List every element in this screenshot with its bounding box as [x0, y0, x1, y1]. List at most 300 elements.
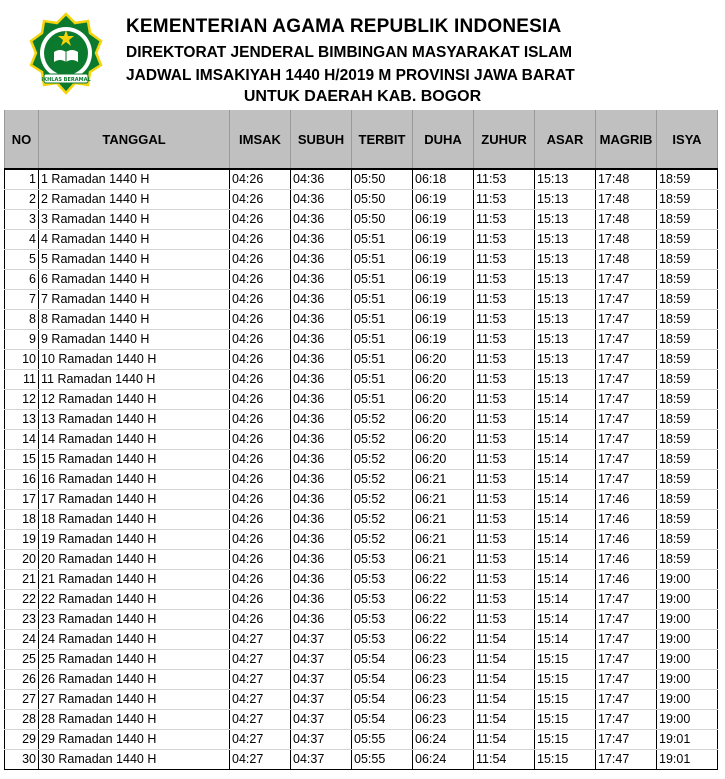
cell-imsak[interactable]: 04:27: [230, 690, 291, 710]
cell-imsak[interactable]: 04:26: [230, 510, 291, 530]
cell-subuh[interactable]: 04:36: [291, 550, 352, 570]
cell-subuh[interactable]: 04:36: [291, 610, 352, 630]
cell-asar[interactable]: 15:13: [535, 290, 596, 310]
cell-duha[interactable]: 06:20: [413, 410, 474, 430]
cell-duha[interactable]: 06:23: [413, 710, 474, 730]
cell-magrib[interactable]: 17:47: [596, 370, 657, 390]
cell-zuhur[interactable]: 11:53: [474, 450, 535, 470]
cell-no[interactable]: 21: [5, 570, 39, 590]
cell-zuhur[interactable]: 11:54: [474, 710, 535, 730]
cell-tanggal[interactable]: 8 Ramadan 1440 H: [39, 310, 230, 330]
cell-terbit[interactable]: 05:50: [352, 169, 413, 190]
cell-duha[interactable]: 06:24: [413, 730, 474, 750]
cell-zuhur[interactable]: 11:53: [474, 570, 535, 590]
cell-no[interactable]: 9: [5, 330, 39, 350]
cell-zuhur[interactable]: 11:54: [474, 690, 535, 710]
cell-zuhur[interactable]: 11:54: [474, 670, 535, 690]
cell-imsak[interactable]: 04:26: [230, 190, 291, 210]
cell-magrib[interactable]: 17:47: [596, 750, 657, 770]
cell-magrib[interactable]: 17:47: [596, 290, 657, 310]
cell-subuh[interactable]: 04:37: [291, 670, 352, 690]
cell-magrib[interactable]: 17:46: [596, 570, 657, 590]
cell-terbit[interactable]: 05:52: [352, 470, 413, 490]
cell-imsak[interactable]: 04:27: [230, 710, 291, 730]
col-header-duha[interactable]: DUHA: [413, 110, 474, 169]
cell-terbit[interactable]: 05:53: [352, 590, 413, 610]
cell-isya[interactable]: 19:01: [657, 730, 718, 750]
cell-imsak[interactable]: 04:27: [230, 670, 291, 690]
cell-isya[interactable]: 18:59: [657, 190, 718, 210]
cell-imsak[interactable]: 04:26: [230, 550, 291, 570]
cell-asar[interactable]: 15:14: [535, 490, 596, 510]
cell-tanggal[interactable]: 15 Ramadan 1440 H: [39, 450, 230, 470]
cell-asar[interactable]: 15:13: [535, 370, 596, 390]
cell-tanggal[interactable]: 27 Ramadan 1440 H: [39, 690, 230, 710]
cell-isya[interactable]: 18:59: [657, 290, 718, 310]
cell-terbit[interactable]: 05:54: [352, 690, 413, 710]
cell-isya[interactable]: 18:59: [657, 370, 718, 390]
cell-duha[interactable]: 06:22: [413, 590, 474, 610]
cell-tanggal[interactable]: 17 Ramadan 1440 H: [39, 490, 230, 510]
cell-asar[interactable]: 15:14: [535, 450, 596, 470]
cell-isya[interactable]: 18:59: [657, 430, 718, 450]
cell-tanggal[interactable]: 13 Ramadan 1440 H: [39, 410, 230, 430]
cell-subuh[interactable]: 04:36: [291, 530, 352, 550]
cell-zuhur[interactable]: 11:53: [474, 610, 535, 630]
cell-no[interactable]: 22: [5, 590, 39, 610]
cell-zuhur[interactable]: 11:53: [474, 190, 535, 210]
cell-asar[interactable]: 15:14: [535, 630, 596, 650]
cell-subuh[interactable]: 04:37: [291, 750, 352, 770]
cell-zuhur[interactable]: 11:54: [474, 650, 535, 670]
cell-tanggal[interactable]: 14 Ramadan 1440 H: [39, 430, 230, 450]
cell-terbit[interactable]: 05:51: [352, 250, 413, 270]
cell-no[interactable]: 3: [5, 210, 39, 230]
col-header-tanggal[interactable]: TANGGAL: [39, 110, 230, 169]
cell-duha[interactable]: 06:18: [413, 169, 474, 190]
cell-magrib[interactable]: 17:47: [596, 450, 657, 470]
cell-imsak[interactable]: 04:26: [230, 310, 291, 330]
cell-isya[interactable]: 18:59: [657, 530, 718, 550]
cell-duha[interactable]: 06:19: [413, 210, 474, 230]
cell-magrib[interactable]: 17:47: [596, 730, 657, 750]
cell-imsak[interactable]: 04:26: [230, 210, 291, 230]
cell-isya[interactable]: 19:00: [657, 610, 718, 630]
cell-terbit[interactable]: 05:55: [352, 730, 413, 750]
cell-terbit[interactable]: 05:52: [352, 450, 413, 470]
cell-isya[interactable]: 18:59: [657, 450, 718, 470]
cell-imsak[interactable]: 04:26: [230, 390, 291, 410]
cell-zuhur[interactable]: 11:54: [474, 630, 535, 650]
cell-zuhur[interactable]: 11:54: [474, 750, 535, 770]
cell-magrib[interactable]: 17:47: [596, 670, 657, 690]
cell-terbit[interactable]: 05:53: [352, 610, 413, 630]
cell-terbit[interactable]: 05:53: [352, 630, 413, 650]
cell-duha[interactable]: 06:19: [413, 290, 474, 310]
cell-zuhur[interactable]: 11:53: [474, 310, 535, 330]
cell-tanggal[interactable]: 12 Ramadan 1440 H: [39, 390, 230, 410]
cell-terbit[interactable]: 05:51: [352, 350, 413, 370]
cell-subuh[interactable]: 04:36: [291, 510, 352, 530]
cell-imsak[interactable]: 04:27: [230, 750, 291, 770]
cell-duha[interactable]: 06:20: [413, 450, 474, 470]
cell-zuhur[interactable]: 11:53: [474, 330, 535, 350]
cell-magrib[interactable]: 17:48: [596, 230, 657, 250]
cell-asar[interactable]: 15:15: [535, 750, 596, 770]
col-header-imsak[interactable]: IMSAK: [230, 110, 291, 169]
cell-duha[interactable]: 06:21: [413, 510, 474, 530]
cell-magrib[interactable]: 17:48: [596, 210, 657, 230]
cell-terbit[interactable]: 05:51: [352, 270, 413, 290]
cell-no[interactable]: 20: [5, 550, 39, 570]
cell-asar[interactable]: 15:15: [535, 690, 596, 710]
cell-terbit[interactable]: 05:52: [352, 490, 413, 510]
cell-no[interactable]: 27: [5, 690, 39, 710]
cell-terbit[interactable]: 05:54: [352, 670, 413, 690]
cell-isya[interactable]: 18:59: [657, 169, 718, 190]
cell-duha[interactable]: 06:19: [413, 250, 474, 270]
cell-isya[interactable]: 18:59: [657, 470, 718, 490]
cell-asar[interactable]: 15:13: [535, 210, 596, 230]
cell-asar[interactable]: 15:14: [535, 590, 596, 610]
cell-asar[interactable]: 15:13: [535, 230, 596, 250]
cell-isya[interactable]: 19:00: [657, 710, 718, 730]
cell-no[interactable]: 18: [5, 510, 39, 530]
cell-imsak[interactable]: 04:26: [230, 350, 291, 370]
cell-asar[interactable]: 15:13: [535, 169, 596, 190]
cell-tanggal[interactable]: 23 Ramadan 1440 H: [39, 610, 230, 630]
cell-zuhur[interactable]: 11:53: [474, 290, 535, 310]
cell-terbit[interactable]: 05:54: [352, 710, 413, 730]
cell-imsak[interactable]: 04:26: [230, 370, 291, 390]
cell-tanggal[interactable]: 1 Ramadan 1440 H: [39, 169, 230, 190]
cell-subuh[interactable]: 04:36: [291, 470, 352, 490]
cell-subuh[interactable]: 04:36: [291, 490, 352, 510]
cell-asar[interactable]: 15:13: [535, 250, 596, 270]
cell-no[interactable]: 25: [5, 650, 39, 670]
cell-isya[interactable]: 19:00: [657, 570, 718, 590]
cell-duha[interactable]: 06:21: [413, 470, 474, 490]
cell-asar[interactable]: 15:14: [535, 410, 596, 430]
cell-subuh[interactable]: 04:36: [291, 290, 352, 310]
cell-terbit[interactable]: 05:51: [352, 310, 413, 330]
cell-no[interactable]: 26: [5, 670, 39, 690]
cell-magrib[interactable]: 17:46: [596, 530, 657, 550]
cell-no[interactable]: 7: [5, 290, 39, 310]
cell-tanggal[interactable]: 28 Ramadan 1440 H: [39, 710, 230, 730]
cell-asar[interactable]: 15:14: [535, 430, 596, 450]
cell-isya[interactable]: 18:59: [657, 270, 718, 290]
col-header-subuh[interactable]: SUBUH: [291, 110, 352, 169]
cell-no[interactable]: 13: [5, 410, 39, 430]
cell-subuh[interactable]: 04:36: [291, 330, 352, 350]
cell-zuhur[interactable]: 11:53: [474, 350, 535, 370]
cell-no[interactable]: 4: [5, 230, 39, 250]
cell-duha[interactable]: 06:22: [413, 610, 474, 630]
cell-asar[interactable]: 15:14: [535, 570, 596, 590]
cell-tanggal[interactable]: 24 Ramadan 1440 H: [39, 630, 230, 650]
cell-imsak[interactable]: 04:26: [230, 410, 291, 430]
cell-imsak[interactable]: 04:26: [230, 250, 291, 270]
cell-magrib[interactable]: 17:47: [596, 610, 657, 630]
cell-duha[interactable]: 06:24: [413, 750, 474, 770]
cell-terbit[interactable]: 05:51: [352, 330, 413, 350]
col-header-zuhur[interactable]: ZUHUR: [474, 110, 535, 169]
cell-no[interactable]: 10: [5, 350, 39, 370]
cell-imsak[interactable]: 04:27: [230, 630, 291, 650]
cell-no[interactable]: 29: [5, 730, 39, 750]
cell-duha[interactable]: 06:19: [413, 190, 474, 210]
cell-imsak[interactable]: 04:26: [230, 430, 291, 450]
cell-isya[interactable]: 18:59: [657, 250, 718, 270]
cell-terbit[interactable]: 05:51: [352, 290, 413, 310]
cell-no[interactable]: 6: [5, 270, 39, 290]
cell-duha[interactable]: 06:22: [413, 570, 474, 590]
cell-subuh[interactable]: 04:36: [291, 350, 352, 370]
cell-magrib[interactable]: 17:47: [596, 330, 657, 350]
cell-tanggal[interactable]: 7 Ramadan 1440 H: [39, 290, 230, 310]
cell-duha[interactable]: 06:19: [413, 230, 474, 250]
cell-zuhur[interactable]: 11:53: [474, 530, 535, 550]
cell-no[interactable]: 2: [5, 190, 39, 210]
cell-imsak[interactable]: 04:26: [230, 610, 291, 630]
cell-magrib[interactable]: 17:47: [596, 650, 657, 670]
cell-asar[interactable]: 15:14: [535, 550, 596, 570]
cell-isya[interactable]: 19:00: [657, 650, 718, 670]
cell-isya[interactable]: 18:59: [657, 510, 718, 530]
cell-asar[interactable]: 15:13: [535, 350, 596, 370]
cell-duha[interactable]: 06:21: [413, 530, 474, 550]
cell-no[interactable]: 16: [5, 470, 39, 490]
cell-isya[interactable]: 19:01: [657, 750, 718, 770]
cell-terbit[interactable]: 05:52: [352, 430, 413, 450]
cell-imsak[interactable]: 04:26: [230, 290, 291, 310]
cell-no[interactable]: 17: [5, 490, 39, 510]
cell-zuhur[interactable]: 11:53: [474, 270, 535, 290]
cell-duha[interactable]: 06:21: [413, 490, 474, 510]
cell-asar[interactable]: 15:15: [535, 730, 596, 750]
cell-tanggal[interactable]: 6 Ramadan 1440 H: [39, 270, 230, 290]
cell-asar[interactable]: 15:13: [535, 190, 596, 210]
cell-isya[interactable]: 19:00: [657, 590, 718, 610]
cell-tanggal[interactable]: 20 Ramadan 1440 H: [39, 550, 230, 570]
cell-subuh[interactable]: 04:36: [291, 190, 352, 210]
cell-zuhur[interactable]: 11:53: [474, 470, 535, 490]
cell-no[interactable]: 15: [5, 450, 39, 470]
cell-subuh[interactable]: 04:37: [291, 710, 352, 730]
col-header-magrib[interactable]: MAGRIB: [596, 110, 657, 169]
cell-magrib[interactable]: 17:47: [596, 710, 657, 730]
cell-magrib[interactable]: 17:46: [596, 550, 657, 570]
cell-subuh[interactable]: 04:37: [291, 690, 352, 710]
cell-duha[interactable]: 06:19: [413, 270, 474, 290]
cell-terbit[interactable]: 05:55: [352, 750, 413, 770]
cell-subuh[interactable]: 04:36: [291, 210, 352, 230]
cell-magrib[interactable]: 17:46: [596, 490, 657, 510]
cell-zuhur[interactable]: 11:53: [474, 430, 535, 450]
cell-isya[interactable]: 18:59: [657, 410, 718, 430]
cell-no[interactable]: 8: [5, 310, 39, 330]
cell-no[interactable]: 14: [5, 430, 39, 450]
cell-isya[interactable]: 18:59: [657, 210, 718, 230]
cell-asar[interactable]: 15:13: [535, 330, 596, 350]
cell-isya[interactable]: 18:59: [657, 550, 718, 570]
cell-subuh[interactable]: 04:36: [291, 390, 352, 410]
cell-magrib[interactable]: 17:46: [596, 510, 657, 530]
cell-zuhur[interactable]: 11:53: [474, 210, 535, 230]
cell-isya[interactable]: 19:00: [657, 670, 718, 690]
cell-no[interactable]: 19: [5, 530, 39, 550]
cell-no[interactable]: 24: [5, 630, 39, 650]
cell-magrib[interactable]: 17:47: [596, 630, 657, 650]
cell-no[interactable]: 11: [5, 370, 39, 390]
cell-tanggal[interactable]: 10 Ramadan 1440 H: [39, 350, 230, 370]
cell-tanggal[interactable]: 21 Ramadan 1440 H: [39, 570, 230, 590]
cell-duha[interactable]: 06:23: [413, 650, 474, 670]
cell-terbit[interactable]: 05:54: [352, 650, 413, 670]
cell-isya[interactable]: 18:59: [657, 390, 718, 410]
cell-magrib[interactable]: 17:47: [596, 590, 657, 610]
cell-isya[interactable]: 19:00: [657, 630, 718, 650]
cell-zuhur[interactable]: 11:53: [474, 590, 535, 610]
cell-duha[interactable]: 06:21: [413, 550, 474, 570]
cell-zuhur[interactable]: 11:53: [474, 250, 535, 270]
cell-asar[interactable]: 15:15: [535, 670, 596, 690]
cell-tanggal[interactable]: 29 Ramadan 1440 H: [39, 730, 230, 750]
cell-isya[interactable]: 18:59: [657, 310, 718, 330]
cell-tanggal[interactable]: 26 Ramadan 1440 H: [39, 670, 230, 690]
cell-imsak[interactable]: 04:27: [230, 650, 291, 670]
cell-tanggal[interactable]: 3 Ramadan 1440 H: [39, 210, 230, 230]
cell-tanggal[interactable]: 25 Ramadan 1440 H: [39, 650, 230, 670]
cell-magrib[interactable]: 17:47: [596, 310, 657, 330]
cell-subuh[interactable]: 04:36: [291, 270, 352, 290]
cell-subuh[interactable]: 04:36: [291, 570, 352, 590]
cell-no[interactable]: 23: [5, 610, 39, 630]
cell-imsak[interactable]: 04:26: [230, 490, 291, 510]
cell-magrib[interactable]: 17:47: [596, 390, 657, 410]
cell-terbit[interactable]: 05:52: [352, 510, 413, 530]
cell-asar[interactable]: 15:13: [535, 310, 596, 330]
cell-magrib[interactable]: 17:47: [596, 430, 657, 450]
cell-magrib[interactable]: 17:47: [596, 470, 657, 490]
cell-imsak[interactable]: 04:26: [230, 530, 291, 550]
cell-asar[interactable]: 15:14: [535, 470, 596, 490]
cell-isya[interactable]: 18:59: [657, 490, 718, 510]
cell-duha[interactable]: 06:20: [413, 430, 474, 450]
cell-magrib[interactable]: 17:48: [596, 250, 657, 270]
cell-subuh[interactable]: 04:36: [291, 169, 352, 190]
cell-terbit[interactable]: 05:50: [352, 210, 413, 230]
cell-tanggal[interactable]: 2 Ramadan 1440 H: [39, 190, 230, 210]
cell-imsak[interactable]: 04:26: [230, 330, 291, 350]
cell-tanggal[interactable]: 30 Ramadan 1440 H: [39, 750, 230, 770]
cell-magrib[interactable]: 17:47: [596, 410, 657, 430]
cell-zuhur[interactable]: 11:53: [474, 410, 535, 430]
cell-isya[interactable]: 18:59: [657, 350, 718, 370]
cell-imsak[interactable]: 04:26: [230, 169, 291, 190]
cell-subuh[interactable]: 04:37: [291, 630, 352, 650]
cell-zuhur[interactable]: 11:53: [474, 510, 535, 530]
cell-isya[interactable]: 18:59: [657, 230, 718, 250]
cell-terbit[interactable]: 05:53: [352, 550, 413, 570]
cell-subuh[interactable]: 04:36: [291, 230, 352, 250]
cell-tanggal[interactable]: 4 Ramadan 1440 H: [39, 230, 230, 250]
cell-no[interactable]: 12: [5, 390, 39, 410]
cell-magrib[interactable]: 17:47: [596, 270, 657, 290]
cell-zuhur[interactable]: 11:53: [474, 370, 535, 390]
cell-asar[interactable]: 15:15: [535, 650, 596, 670]
cell-subuh[interactable]: 04:36: [291, 410, 352, 430]
cell-imsak[interactable]: 04:26: [230, 270, 291, 290]
cell-zuhur[interactable]: 11:53: [474, 390, 535, 410]
cell-isya[interactable]: 19:00: [657, 690, 718, 710]
cell-duha[interactable]: 06:22: [413, 630, 474, 650]
cell-subuh[interactable]: 04:36: [291, 370, 352, 390]
cell-zuhur[interactable]: 11:54: [474, 730, 535, 750]
col-header-terbit[interactable]: TERBIT: [352, 110, 413, 169]
cell-duha[interactable]: 06:19: [413, 330, 474, 350]
cell-magrib[interactable]: 17:47: [596, 350, 657, 370]
cell-tanggal[interactable]: 9 Ramadan 1440 H: [39, 330, 230, 350]
cell-magrib[interactable]: 17:47: [596, 690, 657, 710]
cell-subuh[interactable]: 04:36: [291, 310, 352, 330]
cell-imsak[interactable]: 04:26: [230, 470, 291, 490]
cell-asar[interactable]: 15:14: [535, 530, 596, 550]
cell-imsak[interactable]: 04:26: [230, 590, 291, 610]
cell-subuh[interactable]: 04:36: [291, 450, 352, 470]
cell-magrib[interactable]: 17:48: [596, 190, 657, 210]
cell-duha[interactable]: 06:20: [413, 390, 474, 410]
cell-subuh[interactable]: 04:36: [291, 430, 352, 450]
col-header-asar[interactable]: ASAR: [535, 110, 596, 169]
cell-zuhur[interactable]: 11:53: [474, 169, 535, 190]
col-header-no[interactable]: NO: [5, 110, 39, 169]
cell-imsak[interactable]: 04:26: [230, 450, 291, 470]
cell-terbit[interactable]: 05:51: [352, 370, 413, 390]
cell-no[interactable]: 1: [5, 169, 39, 190]
cell-tanggal[interactable]: 16 Ramadan 1440 H: [39, 470, 230, 490]
cell-no[interactable]: 30: [5, 750, 39, 770]
cell-duha[interactable]: 06:23: [413, 670, 474, 690]
col-header-isya[interactable]: ISYA: [657, 110, 718, 169]
cell-duha[interactable]: 06:20: [413, 370, 474, 390]
cell-imsak[interactable]: 04:26: [230, 570, 291, 590]
cell-asar[interactable]: 15:14: [535, 390, 596, 410]
cell-tanggal[interactable]: 5 Ramadan 1440 H: [39, 250, 230, 270]
cell-isya[interactable]: 18:59: [657, 330, 718, 350]
cell-tanggal[interactable]: 18 Ramadan 1440 H: [39, 510, 230, 530]
cell-subuh[interactable]: 04:36: [291, 590, 352, 610]
cell-no[interactable]: 28: [5, 710, 39, 730]
cell-asar[interactable]: 15:15: [535, 710, 596, 730]
cell-asar[interactable]: 15:14: [535, 610, 596, 630]
cell-asar[interactable]: 15:13: [535, 270, 596, 290]
cell-terbit[interactable]: 05:52: [352, 410, 413, 430]
cell-subuh[interactable]: 04:36: [291, 250, 352, 270]
cell-zuhur[interactable]: 11:53: [474, 490, 535, 510]
cell-zuhur[interactable]: 11:53: [474, 230, 535, 250]
cell-subuh[interactable]: 04:37: [291, 730, 352, 750]
cell-terbit[interactable]: 05:51: [352, 390, 413, 410]
cell-terbit[interactable]: 05:53: [352, 570, 413, 590]
cell-imsak[interactable]: 04:27: [230, 730, 291, 750]
cell-no[interactable]: 5: [5, 250, 39, 270]
cell-tanggal[interactable]: 19 Ramadan 1440 H: [39, 530, 230, 550]
cell-duha[interactable]: 06:23: [413, 690, 474, 710]
cell-zuhur[interactable]: 11:53: [474, 550, 535, 570]
cell-imsak[interactable]: 04:26: [230, 230, 291, 250]
